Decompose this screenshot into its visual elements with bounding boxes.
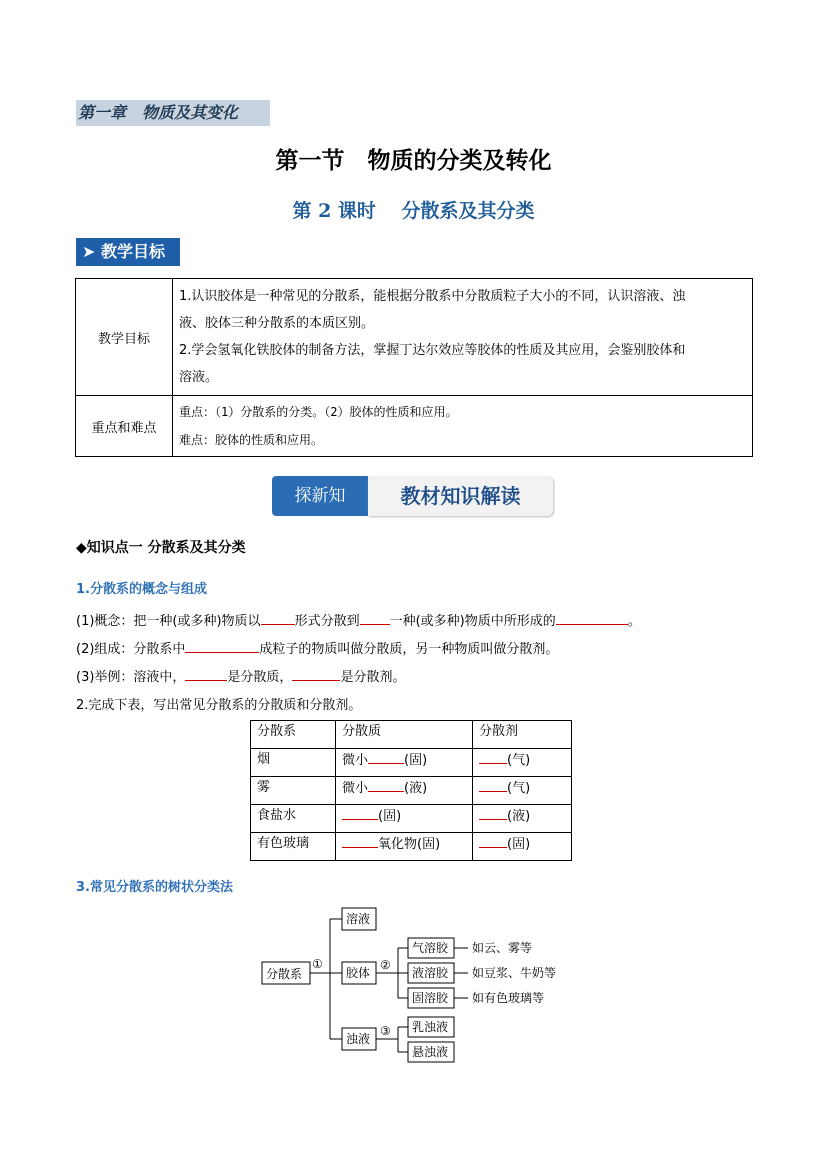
composition-line [76, 638, 558, 657]
answer-blank[interactable] [479, 777, 507, 792]
goals-line: 溶液。 [179, 370, 219, 385]
subheading-tree: 3.常见分散系的树状分类法 [76, 880, 233, 895]
tree-gas-example: 如云、雾等 [472, 941, 533, 955]
cell-text: (液) [404, 781, 428, 796]
table-row [251, 749, 572, 777]
medium-cell [473, 777, 572, 805]
answer-blank[interactable] [185, 666, 227, 681]
answer-blank[interactable] [479, 805, 507, 820]
example-line [76, 666, 405, 685]
answer-blank[interactable] [556, 610, 628, 625]
subheading-concept: 1.分散系的概念与组成 [76, 582, 207, 597]
concept-text: (1)概念：把一种(或多种)物质以 [76, 614, 261, 629]
system-cell: 食盐水 [251, 805, 336, 833]
tree-solid-example: 如有色玻璃等 [472, 991, 545, 1005]
table-row [251, 833, 572, 861]
goals-line: 液、胶体三种分散系的本质区别。 [179, 316, 375, 331]
dispersed-cell [336, 833, 473, 861]
goals-label: 教学目标 [76, 279, 173, 396]
example-text: 是分散质， [227, 670, 293, 685]
section-title: 第一节 物质的分类及转化 [275, 148, 552, 174]
tree-suspension-label: 浊液 [346, 1032, 371, 1046]
table-row [251, 777, 572, 805]
task-line: 2.完成下表，写出常见分散系的分散质和分散剂。 [76, 698, 362, 713]
system-cell: 烟 [251, 749, 336, 777]
tree-liquid-sol-label: 液溶胶 [412, 966, 449, 980]
goals-line: 1.认识胶体是一种常见的分散系，能根据分散系中分散质粒子大小的不同，认识溶液、浊 [179, 289, 686, 304]
composition-text: (2)组成：分散系中 [76, 642, 186, 657]
tree-mark-1: ① [312, 957, 323, 971]
answer-blank[interactable] [368, 749, 404, 764]
header-cell: 分散质 [336, 721, 473, 749]
cell-text: (固) [404, 753, 428, 768]
banner-right-label: 教材知识解读 [368, 476, 553, 516]
answer-blank[interactable] [368, 777, 404, 792]
example-text: 是分散剂。 [340, 670, 406, 685]
header-cell: 分散系 [251, 721, 336, 749]
example-text: (3)举例：溶液中， [76, 670, 186, 685]
concept-text: 一种(或多种)物质中所形成的 [389, 614, 556, 629]
key-points-row [76, 396, 753, 457]
tree-liquid-example: 如豆浆、牛奶等 [472, 966, 557, 980]
medium-cell [473, 805, 572, 833]
cell-text: 微小 [342, 781, 369, 796]
goals-content [173, 279, 753, 396]
dispersed-cell [336, 805, 473, 833]
tree-root-label: 分散系 [266, 967, 303, 981]
cell-text: (液) [507, 809, 531, 824]
chapter-heading: 第一章 物质及其变化 [76, 100, 270, 126]
knowledge-point-heading: ◆知识点一 分散系及其分类 [76, 540, 246, 556]
header-cell: 分散剂 [473, 721, 572, 749]
tree-solid-sol-label: 固溶胶 [412, 991, 449, 1005]
answer-blank[interactable] [342, 805, 378, 820]
system-cell: 雾 [251, 777, 336, 805]
medium-cell [473, 833, 572, 861]
key-point-line: 重点：（1）分散系的分类。（2）胶体的性质和应用。 [179, 405, 458, 419]
concept-text: 形式分散到 [294, 614, 360, 629]
cell-text: (固) [507, 837, 531, 852]
answer-blank[interactable] [360, 610, 390, 625]
tree-mark-3: ③ [380, 1024, 391, 1038]
cell-text: 微小 [342, 753, 369, 768]
composition-text: 成粒子的物质叫做分散质，另一种物质叫做分散剂。 [259, 642, 559, 657]
tree-mark-2: ② [380, 958, 391, 972]
answer-blank[interactable] [342, 833, 378, 848]
table-row [251, 805, 572, 833]
lesson-title: 第 2 课时 分散系及其分类 [292, 200, 535, 222]
banner-left-label: 探新知 [272, 476, 368, 516]
concept-line [76, 610, 641, 629]
difficulty-line: 难点：胶体的性质和应用。 [179, 433, 324, 447]
classification-tree-diagram [250, 900, 590, 1068]
goals-row [76, 279, 753, 396]
tree-gas-sol-label: 气溶胶 [412, 941, 449, 955]
medium-cell [473, 749, 572, 777]
tree-emulsion-label: 乳浊液 [412, 1020, 449, 1034]
key-points-label: 重点和难点 [76, 396, 173, 457]
new-knowledge-banner [272, 474, 553, 518]
goals-line: 2.学会氢氧化铁胶体的制备方法，掌握丁达尔效应等胶体的性质及其应用，会鉴别胶体和 [179, 343, 686, 358]
tree-colloid-label: 胶体 [346, 966, 371, 980]
answer-blank[interactable] [292, 666, 340, 681]
dispersed-cell [336, 749, 473, 777]
tree-solution-label: 溶液 [346, 912, 371, 926]
cell-text: (气) [507, 753, 531, 768]
concept-text: 。 [627, 614, 641, 629]
answer-blank[interactable] [185, 638, 259, 653]
table-header-row [251, 721, 572, 749]
key-points-content [173, 396, 753, 457]
teaching-goals-table [75, 278, 753, 457]
dispersed-cell [336, 777, 473, 805]
cell-text: 氧化物(固) [378, 837, 441, 852]
cell-text: (气) [507, 781, 531, 796]
system-cell: 有色玻璃 [251, 833, 336, 861]
answer-blank[interactable] [479, 749, 507, 764]
cell-text: (固) [378, 809, 402, 824]
teaching-goals-badge: ➤ 教学目标 [76, 238, 180, 266]
answer-blank[interactable] [479, 833, 507, 848]
tree-susp-liquid-label: 悬浊液 [412, 1045, 449, 1059]
answer-blank[interactable] [261, 610, 295, 625]
dispersion-table [250, 720, 572, 861]
